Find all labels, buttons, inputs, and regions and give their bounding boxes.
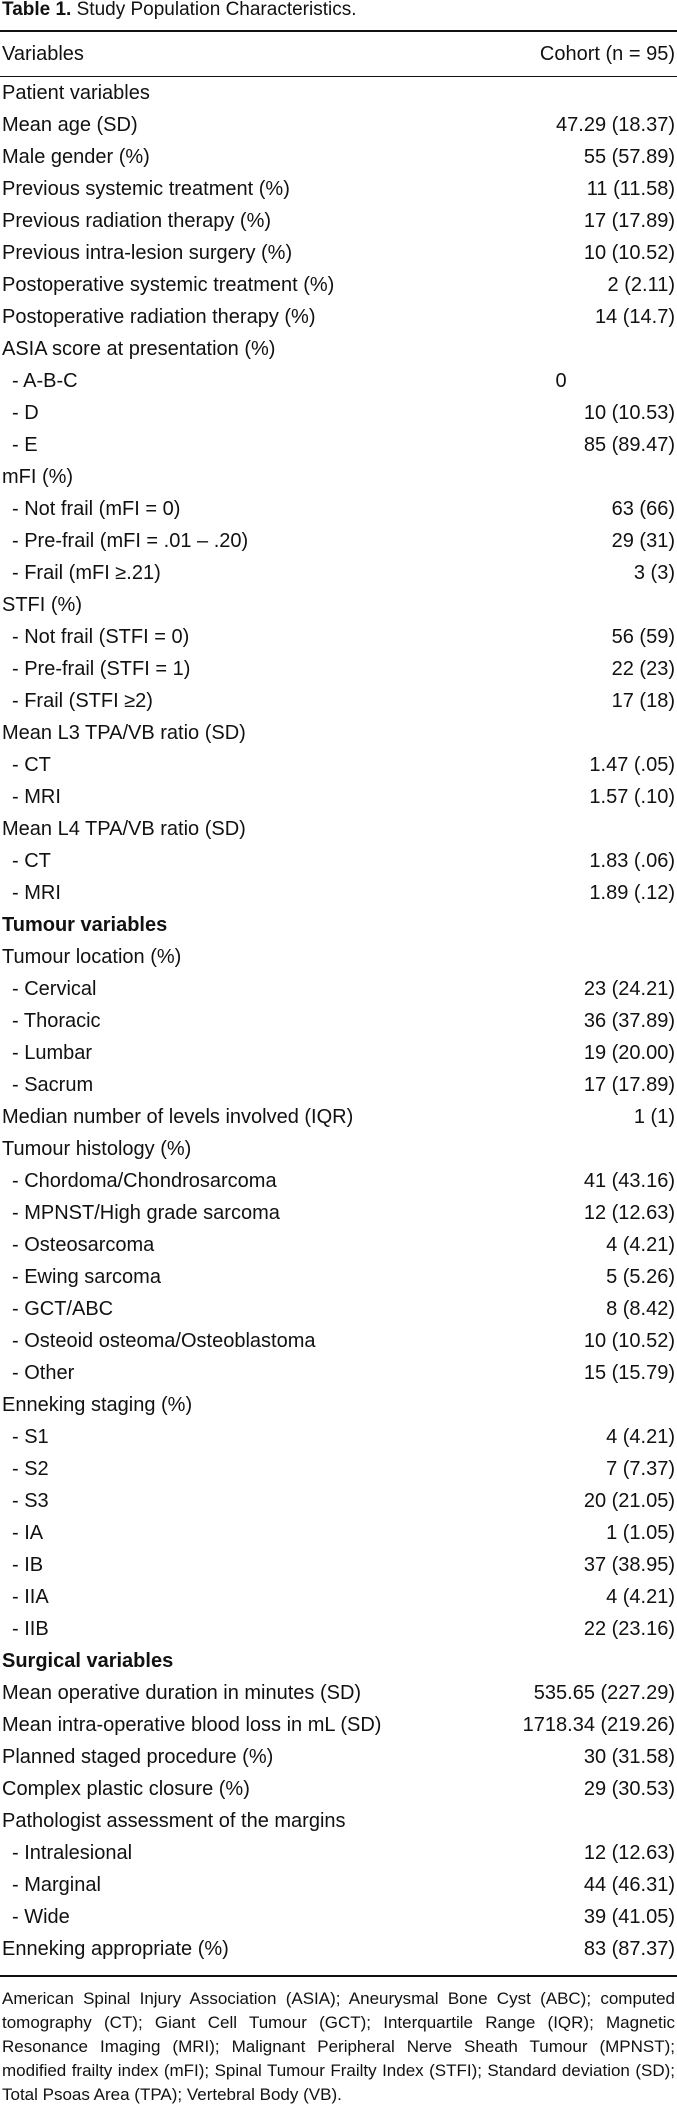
table-row [0,269,677,301]
row-value [445,589,677,621]
row-value: 17 (18) [611,689,675,712]
row-label: Mean L3 TPA/VB ratio (SD) [2,721,246,744]
table-row [0,1837,677,1869]
row-label: STFI (%) [2,593,82,616]
row-label: - Ewing sarcoma [12,1265,161,1288]
row-value: 7 (7.37) [606,1457,675,1480]
row-value: 1.83 (.06) [589,849,675,872]
row-value: 2 (2.11) [607,273,675,296]
row-label: Postoperative systemic treatment (%) [2,273,335,296]
row-label: Pathologist assessment of the margins [2,1809,346,1832]
row-value: 4 (4.21) [606,1585,675,1608]
row-label: Mean L4 TPA/VB ratio (SD) [2,817,246,840]
table-row [0,141,677,173]
row-label: - GCT/ABC [12,1297,114,1320]
table-body [0,77,677,1965]
row-value: 17 (17.89) [583,1073,675,1096]
row-label: - Pre-frail (mFI = .01 – .20) [12,529,249,552]
group-row [0,1389,677,1421]
table-row [0,557,677,589]
characteristics-table [0,77,677,1965]
row-value: 39 (41.05) [583,1905,675,1928]
row-value: 1 (1.05) [606,1521,675,1544]
row-value: 56 (59) [611,625,675,648]
table-row [0,429,677,461]
row-label: - IIA [12,1585,49,1608]
section-row [0,1645,677,1677]
row-value: 535.65 (227.29) [533,1681,675,1704]
table-row [0,845,677,877]
row-label: - S1 [12,1425,49,1448]
row-label: - Other [12,1361,75,1384]
row-value: 10 (10.53) [583,401,675,424]
row-label: Tumour variables [2,913,168,936]
row-value: 1.89 (.12) [589,881,675,904]
row-value: 30 (31.58) [583,1745,675,1768]
row-label: ASIA score at presentation (%) [2,337,276,360]
group-row [0,589,677,621]
row-value [445,77,677,109]
table-row [0,1677,677,1709]
table-row [0,1709,677,1741]
table-footnote: American Spinal Injury Association (ASIA); Aneurysmal Bone Cyst (ABC); computed tomography (CT); Giant Cell Tumour (GCT); Interquartile Range (IQR); Magnetic Resonance Imaging (MRI); Malignant Peripheral Nerve Sheath Tumour (MPNST); modified frailty index (mFI); Spinal Tumour Frailty Index (STFI); Standard deviation (SD); Total Psoas Area (TPA); Vertebral Body (VB). [2,1988,675,2104]
table-row [0,205,677,237]
row-label: - IA [12,1521,44,1544]
row-label: - Frail (STFI ≥2) [12,689,153,712]
row-value [445,1389,677,1421]
row-value: 19 (20.00) [583,1041,675,1064]
row-value [445,909,677,941]
row-label: Median number of levels involved (IQR) [2,1105,354,1128]
row-value: 37 (38.95) [583,1553,675,1576]
row-label: Enneking staging (%) [2,1393,193,1416]
row-label: - Chordoma/Chondrosarcoma [12,1169,277,1192]
table-row [0,621,677,653]
row-label: Planned staged procedure (%) [2,1745,274,1768]
row-label: Patient variables [2,81,150,104]
table-row [0,1901,677,1933]
row-label: Mean age (SD) [2,113,138,136]
row-value [445,1133,677,1165]
table-caption [0,0,677,30]
table-row [0,173,677,205]
group-row [0,333,677,365]
row-label: - Wide [12,1905,70,1928]
row-value: 11 (11.58) [586,177,675,200]
row-value: 10 (10.52) [583,241,675,264]
table-row [0,1421,677,1453]
section-row [0,909,677,941]
row-value: 22 (23.16) [583,1617,675,1640]
row-label: - S2 [12,1457,49,1480]
table-row [0,1869,677,1901]
row-label: - Cervical [12,977,97,1000]
header-variables: Variables [2,42,84,65]
row-label: - Pre-frail (STFI = 1) [12,657,191,680]
row-value: 47.29 (18.37) [556,113,675,136]
table-row [0,525,677,557]
row-value: 29 (30.53) [583,1777,675,1800]
row-value: 22 (23) [611,657,675,680]
row-value: 1.47 (.05) [589,753,675,776]
table-row [0,1517,677,1549]
table-row [0,1357,677,1389]
table-row [0,749,677,781]
table-row [0,1581,677,1613]
table-row [0,1741,677,1773]
row-value [445,333,677,365]
table-row [0,1293,677,1325]
row-value: 4 (4.21) [606,1425,675,1448]
row-value: 4 (4.21) [606,1233,675,1256]
table-row [0,1549,677,1581]
table-row [0,1325,677,1357]
row-value [445,941,677,973]
group-row [0,813,677,845]
row-label: - Marginal [12,1873,101,1896]
row-value: 44 (46.31) [583,1873,675,1896]
row-value: 1718.34 (219.26) [522,1713,675,1736]
header-cohort: Cohort (n = 95) [539,42,675,65]
row-value [445,1805,677,1837]
table-row [0,237,677,269]
group-row [0,461,677,493]
row-label: Postoperative radiation therapy (%) [2,305,316,328]
table-row [0,1197,677,1229]
row-value: 12 (12.63) [583,1201,675,1224]
row-label: Surgical variables [2,1649,174,1672]
row-value [445,813,677,845]
row-label: - IB [12,1553,44,1576]
row-value: 8 (8.42) [606,1297,675,1320]
table-row [0,1773,677,1805]
row-label: - MRI [12,881,61,904]
row-value: 10 (10.52) [583,1329,675,1352]
row-value: 1 (1) [633,1105,675,1128]
row-value: 1.57 (.10) [589,785,675,808]
row-value: 36 (37.89) [583,1009,675,1032]
row-value [445,461,677,493]
row-value: 83 (87.37) [583,1937,675,1960]
row-value: 14 (14.7) [594,305,675,328]
row-label: - MPNST/High grade sarcoma [12,1201,280,1224]
group-row [0,941,677,973]
row-value: 5 (5.26) [606,1265,675,1288]
row-label: Tumour location (%) [2,945,182,968]
table-row [0,1453,677,1485]
row-label: - E [12,433,38,456]
row-label: Male gender (%) [2,145,150,168]
group-row [0,77,677,109]
row-value: 29 (31) [611,529,675,552]
row-label: - Sacrum [12,1073,94,1096]
row-label: - IIB [12,1617,49,1640]
row-value: 41 (43.16) [583,1169,675,1192]
group-row [0,1805,677,1837]
table-row [0,1069,677,1101]
table-row [0,973,677,1005]
table-header [0,32,677,76]
row-label: - Not frail (mFI = 0) [12,497,181,520]
row-label: Enneking appropriate (%) [2,1937,229,1960]
row-label: - Thoracic [12,1009,101,1032]
group-row [0,1133,677,1165]
group-row [0,717,677,749]
row-value: 3 (3) [633,561,675,584]
row-value: 15 (15.79) [583,1361,675,1384]
row-label: Tumour histology (%) [2,1137,192,1160]
row-value [445,1645,677,1677]
table-row [0,1613,677,1645]
table-caption-text: Study Population Characteristics. [76,0,357,20]
table-row [0,1933,677,1965]
row-value: 0 [555,369,567,392]
row-label: Complex plastic closure (%) [2,1777,250,1800]
row-label: - Frail (mFI ≥.21) [12,561,161,584]
row-label: Previous intra-lesion surgery (%) [2,241,293,264]
row-label: - Intralesional [12,1841,133,1864]
table-row [0,493,677,525]
row-label: - D [12,401,39,424]
row-label: - CT [12,849,51,872]
row-value [445,717,677,749]
table-row [0,1101,677,1133]
table-row [0,653,677,685]
table-row [0,109,677,141]
row-label: - Osteosarcoma [12,1233,155,1256]
table-row [0,1229,677,1261]
row-label: Previous systemic treatment (%) [2,177,290,200]
table-row [0,1037,677,1069]
table-row [0,1261,677,1293]
row-label: - A-B-C [12,369,78,392]
row-label: - S3 [12,1489,49,1512]
table-caption-label: Table 1. [2,0,72,20]
table-row [0,301,677,333]
row-value: 23 (24.21) [583,977,675,1000]
row-label: - Not frail (STFI = 0) [12,625,190,648]
table-row [0,685,677,717]
row-label: Previous radiation therapy (%) [2,209,272,232]
table-row [0,781,677,813]
row-label: Mean operative duration in minutes (SD) [2,1681,362,1704]
table-row [0,1005,677,1037]
row-label: Mean intra-operative blood loss in mL (SD) [2,1713,382,1736]
table-row [0,1485,677,1517]
row-label: - Lumbar [12,1041,93,1064]
row-label: - MRI [12,785,61,808]
row-value: 12 (12.63) [583,1841,675,1864]
table-row [0,365,677,397]
row-value: 63 (66) [611,497,675,520]
row-label: - CT [12,753,51,776]
row-value: 85 (89.47) [583,433,675,456]
row-label: - Osteoid osteoma/Osteoblastoma [12,1329,316,1352]
row-label: mFI (%) [2,465,74,488]
table-row [0,877,677,909]
row-value: 20 (21.05) [583,1489,675,1512]
table-row [0,1165,677,1197]
row-value: 55 (57.89) [583,145,675,168]
row-value: 17 (17.89) [583,209,675,232]
table-row [0,397,677,429]
